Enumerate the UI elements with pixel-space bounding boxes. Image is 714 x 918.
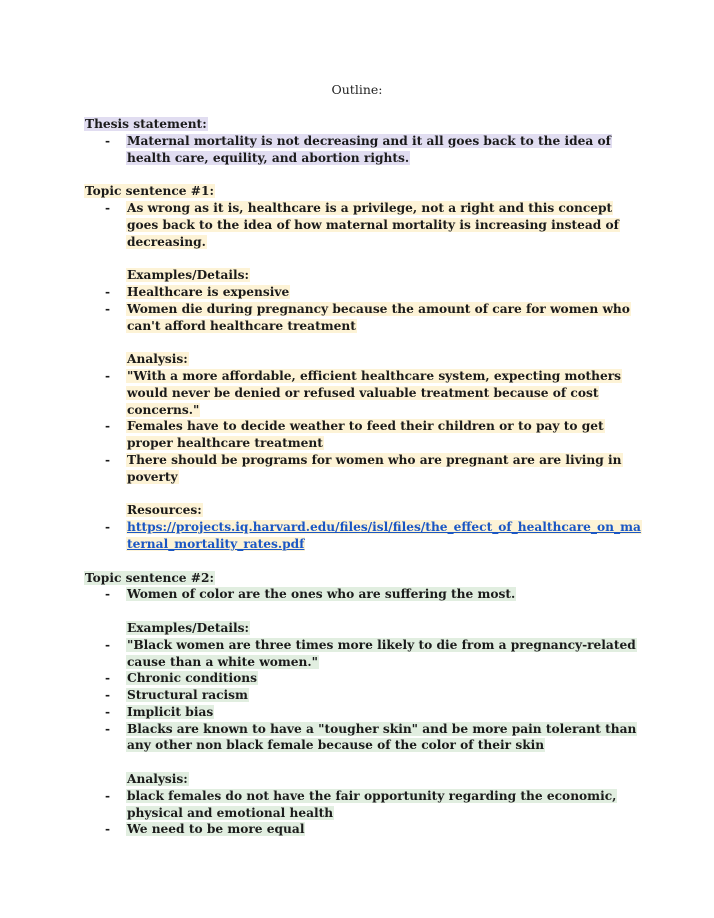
list-item: - Women die during pregnancy because the amount of care for women who can't afford healthcare treatment [105, 301, 630, 333]
resource-link[interactable]: https://projects.iq.harvard.edu/files/isl/files/the_effect_of_healthcare_on_maternal_mortality_rates.pdf [127, 520, 641, 551]
list-item: - As wrong as it is, healthcare is a privilege, not a right and this concept goes back to the idea of how maternal mortality is increasing instead of decreasing. [105, 200, 619, 249]
topic2-analysis-heading: Analysis: [127, 772, 188, 787]
list-item: - Females have to decide weather to feed their children or to pay to get proper healthcare treatment [105, 419, 604, 451]
list-item: - "Black women are three times more likely to die from a pregnancy-related cause than a white women." [105, 637, 636, 669]
topic1-examples-heading: Examples/Details: [127, 268, 250, 283]
list-item: - https://projects.iq.harvard.edu/files/isl/files/the_effect_of_healthcare_on_maternal_mortality_rates.pdf [105, 520, 641, 551]
topic2-heading: Topic sentence #2: [85, 570, 214, 585]
list-item: - Maternal mortality is not decreasing and it all goes back to the idea of health care, equility, and abortion rights. [105, 133, 611, 165]
topic1-analysis-heading: Analysis: [127, 352, 188, 367]
list-item: - Implicit bias [105, 704, 214, 719]
list-item: - "With a more affordable, efficient healthcare system, expecting mothers would never be denied or refused valuable treatment because of cost concerns." [105, 368, 622, 417]
list-item: - black females do not have the fair opportunity regarding the economic, physical and emotional health [105, 788, 617, 820]
list-item: - Chronic conditions [105, 671, 257, 686]
topic1-heading: Topic sentence #1: [85, 184, 214, 199]
outline-body [84, 116, 644, 838]
topic1-resources-heading: Resources: [127, 503, 202, 518]
list-item: - There should be programs for women who are pregnant are are living in poverty [105, 452, 622, 484]
list-item: - Healthcare is expensive [105, 284, 290, 299]
page-title: Outline: [331, 82, 383, 97]
list-item: - Blacks are known to have a "tougher skin" and be more pain tolerant than any other non black female because of the color of their skin [105, 721, 637, 753]
list-item: - We need to be more equal [105, 822, 305, 837]
list-item: - Women of color are the ones who are suffering the most. [105, 587, 516, 602]
topic2-examples-heading: Examples/Details: [127, 620, 250, 635]
thesis-heading: Thesis statement: [85, 117, 207, 131]
list-item: - Structural racism [105, 688, 248, 703]
